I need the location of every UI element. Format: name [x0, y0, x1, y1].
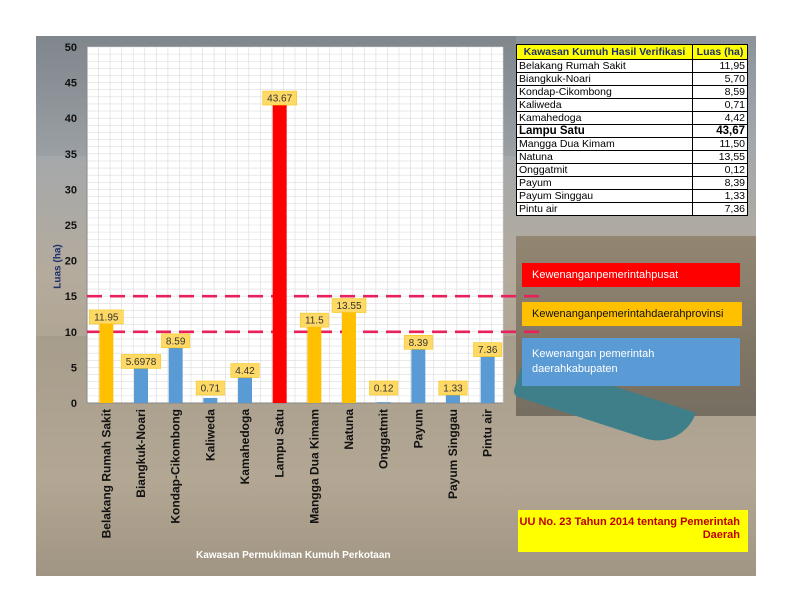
bar: [273, 92, 287, 403]
category-label: Biangkuk-Noari: [134, 409, 148, 498]
luas-table: [516, 44, 748, 216]
table-row: [517, 164, 748, 177]
table-cell-luas: 4,42: [693, 112, 748, 125]
category-label: Lampu Satu: [272, 409, 287, 478]
slide: [36, 36, 756, 576]
data-label: 4.42: [235, 366, 255, 378]
table-row: [517, 203, 748, 216]
bar: [342, 307, 356, 403]
table-cell-kawasan: Payum Singgau: [517, 190, 693, 203]
category-label: Pintu air: [480, 409, 495, 458]
table-row: [517, 177, 748, 190]
y-tick-label: 5: [70, 362, 77, 375]
y-tick-label: 25: [64, 220, 77, 232]
y-tick-label: 50: [64, 42, 77, 54]
y-tick-label: 45: [64, 77, 77, 90]
bar: [481, 351, 495, 403]
data-label: 0.12: [373, 383, 394, 395]
category-label: Mangga Dua Kimam: [307, 409, 322, 524]
table-row: [517, 86, 748, 99]
y-axis-label: Luas (ha): [52, 244, 64, 289]
bar: [169, 342, 183, 403]
y-tick-label: 0: [70, 398, 77, 410]
category-label: Payum Singgau: [446, 409, 460, 500]
y-tick-label: 35: [64, 148, 77, 161]
table-row: [517, 112, 748, 125]
table-row: [517, 99, 748, 112]
bar: [411, 343, 425, 403]
y-tick-label: 15: [64, 291, 77, 304]
category-label: Natuna: [342, 409, 356, 450]
table-row: [517, 73, 748, 86]
table-cell-luas: 43,67: [693, 125, 748, 138]
table-cell-kawasan: Kondap-Cikombong: [517, 86, 693, 99]
data-label: 8.39: [408, 337, 429, 349]
data-label: 11.95: [94, 312, 119, 324]
bar: [203, 398, 217, 403]
bar: [377, 402, 391, 403]
legend-pemerintah-kabupaten: Kewenangan pemerintah daerahkabupaten: [522, 338, 740, 386]
y-tick-label: 20: [64, 255, 77, 268]
table-cell-luas: 1,33: [693, 190, 748, 203]
table-cell-kawasan: Belakang Rumah Sakit: [517, 60, 693, 73]
bar: [99, 318, 113, 403]
category-label: Belakang Rumah Sakit: [99, 409, 114, 539]
table-cell-kawasan: Lampu Satu: [517, 125, 693, 138]
table-row: [517, 190, 748, 203]
data-label: 7.36: [477, 345, 498, 357]
table-cell-kawasan: Payum: [517, 177, 693, 190]
data-label: 0.71: [200, 383, 221, 395]
y-tick-label: 40: [64, 113, 77, 126]
data-label: 8.59: [165, 336, 186, 348]
table-cell-luas: 0,71: [693, 99, 748, 112]
category-label: Onggatmit: [376, 409, 391, 469]
category-label: Kondap-Cikombong: [168, 409, 183, 524]
table-row: [517, 60, 748, 73]
data-label: 5.6978: [125, 356, 157, 368]
y-tick-label: 30: [64, 184, 77, 197]
category-label: Payum: [411, 409, 426, 449]
table-cell-luas: 11,50: [693, 138, 748, 151]
table-cell-luas: 8,59: [693, 86, 748, 99]
data-label: 43.67: [267, 93, 293, 105]
table-cell-luas: 11,95: [693, 60, 748, 73]
x-axis-label: Kawasan Permukiman Kumuh Perkotaan: [196, 550, 391, 561]
table-cell-kawasan: Onggatmit: [517, 164, 693, 177]
table-cell-luas: 0,12: [693, 164, 748, 177]
data-label: 1.33: [443, 383, 463, 395]
table-cell-kawasan: Biangkuk-Noari: [517, 73, 693, 86]
legend-pemerintah-provinsi: Kewenanganpemerintahdaerahprovinsi: [522, 302, 742, 326]
table-row: [517, 125, 748, 138]
bar: [307, 321, 321, 403]
table-header-luas: Luas (ha): [693, 45, 748, 60]
table-row: [517, 138, 748, 151]
table-cell-kawasan: Kamahedoga: [517, 112, 693, 125]
table-cell-kawasan: Mangga Dua Kimam: [517, 138, 693, 151]
data-label: 11.5: [304, 315, 324, 327]
table-header-kawasan: Kawasan Kumuh Hasil Verifikasi: [517, 45, 693, 60]
table-cell-luas: 13,55: [693, 151, 748, 164]
legal-reference-box: UU No. 23 Tahun 2014 tentang Pemerintah Daerah: [518, 510, 748, 552]
legend-pemerintah-pusat: Kewenanganpemerintahpusat: [522, 263, 740, 287]
table-cell-kawasan: Pintu air: [517, 203, 693, 216]
category-label: Kaliweda: [203, 409, 218, 462]
table-cell-kawasan: Kaliweda: [517, 99, 693, 112]
data-label: 13.55: [336, 301, 362, 313]
table-cell-luas: 8,39: [693, 177, 748, 190]
table-row: [517, 151, 748, 164]
table-cell-kawasan: Natuna: [517, 151, 693, 164]
category-label: Kamahedoga: [238, 409, 252, 485]
y-tick-label: 10: [64, 326, 77, 339]
table-cell-luas: 7,36: [693, 203, 748, 216]
table-cell-luas: 5,70: [693, 73, 748, 86]
